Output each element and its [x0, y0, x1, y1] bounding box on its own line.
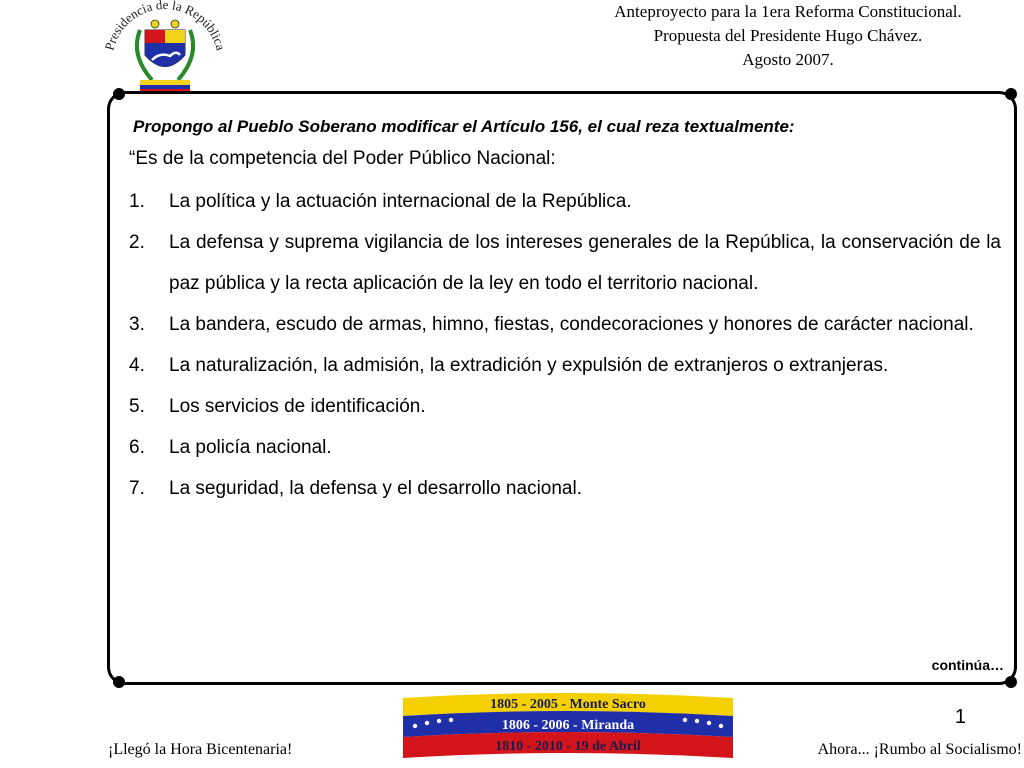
- header-line-1: Anteproyecto para la 1era Reforma Constitucional.: [614, 2, 962, 21]
- list-item: [129, 304, 1001, 345]
- list-item: [129, 181, 1001, 222]
- footer-slogan-right: Ahora... ¡Rumbo al Socialismo!: [817, 741, 1022, 758]
- item-text: La política y la actuación internacional de la República.: [169, 191, 632, 212]
- item-number: 7.: [129, 478, 145, 499]
- header-line-3: Agosto 2007.: [742, 50, 834, 69]
- seal-arc-text: Presidencia de la República: [101, 0, 229, 52]
- lead-text: “Es de la competencia del Poder Público Nacional:: [129, 148, 556, 169]
- item-number: 1.: [129, 191, 145, 212]
- item-number: 5.: [129, 396, 145, 417]
- page-number: 1: [954, 706, 966, 728]
- list-item: [129, 345, 1001, 386]
- list-item: [129, 427, 1001, 468]
- item-text: La bandera, escudo de armas, himno, fiestas, condecoraciones y honores de carácter nacional.: [169, 314, 974, 335]
- item-text: La policía nacional.: [169, 437, 332, 458]
- item-text: La defensa y suprema vigilancia de los intereses generales de la República, la conservación de la paz pública y la recta aplicación de la ley en todo el territorio nacional.: [169, 232, 1001, 294]
- footer-slogan-left: ¡Llegó la Hora Bicentenaria!: [108, 741, 293, 758]
- banner-line-1: 1805 - 2005 - Monte Sacro: [490, 697, 646, 712]
- frame-corner-ornament: [1005, 88, 1017, 100]
- item-text: La seguridad, la defensa y el desarrollo nacional.: [169, 478, 582, 499]
- list-item: [129, 386, 1001, 427]
- continues-label: continúa…: [931, 657, 1004, 673]
- presidential-seal: [100, 0, 230, 95]
- list-item: [129, 222, 1001, 304]
- banner-line-2: 1806 - 2006 - Miranda: [501, 718, 635, 733]
- item-text: Los servicios de identificación.: [169, 396, 426, 417]
- header-line-2: Propuesta del Presidente Hugo Chávez.: [653, 26, 923, 45]
- item-number: 6.: [129, 437, 145, 458]
- article-list: [129, 181, 1001, 509]
- frame-corner-ornament: [113, 676, 125, 688]
- item-number: 2.: [129, 232, 145, 253]
- document-header: [558, 0, 1018, 72]
- list-item: [129, 468, 1001, 509]
- intro-heading: Propongo al Pueblo Soberano modificar el Artículo 156, el cual reza textualmente:: [133, 117, 795, 136]
- item-number: 3.: [129, 314, 145, 335]
- frame-corner-ornament: [1005, 676, 1017, 688]
- banner-line-3: 1810 - 2010 - 19 de Abril: [495, 739, 641, 754]
- bicentennial-banner: [403, 690, 733, 762]
- item-text: La naturalización, la admisión, la extradición y expulsión de extranjeros o extranjeras.: [169, 355, 889, 376]
- coat-of-arms-icon: [100, 0, 230, 95]
- frame-corner-ornament: [113, 88, 125, 100]
- item-number: 4.: [129, 355, 145, 376]
